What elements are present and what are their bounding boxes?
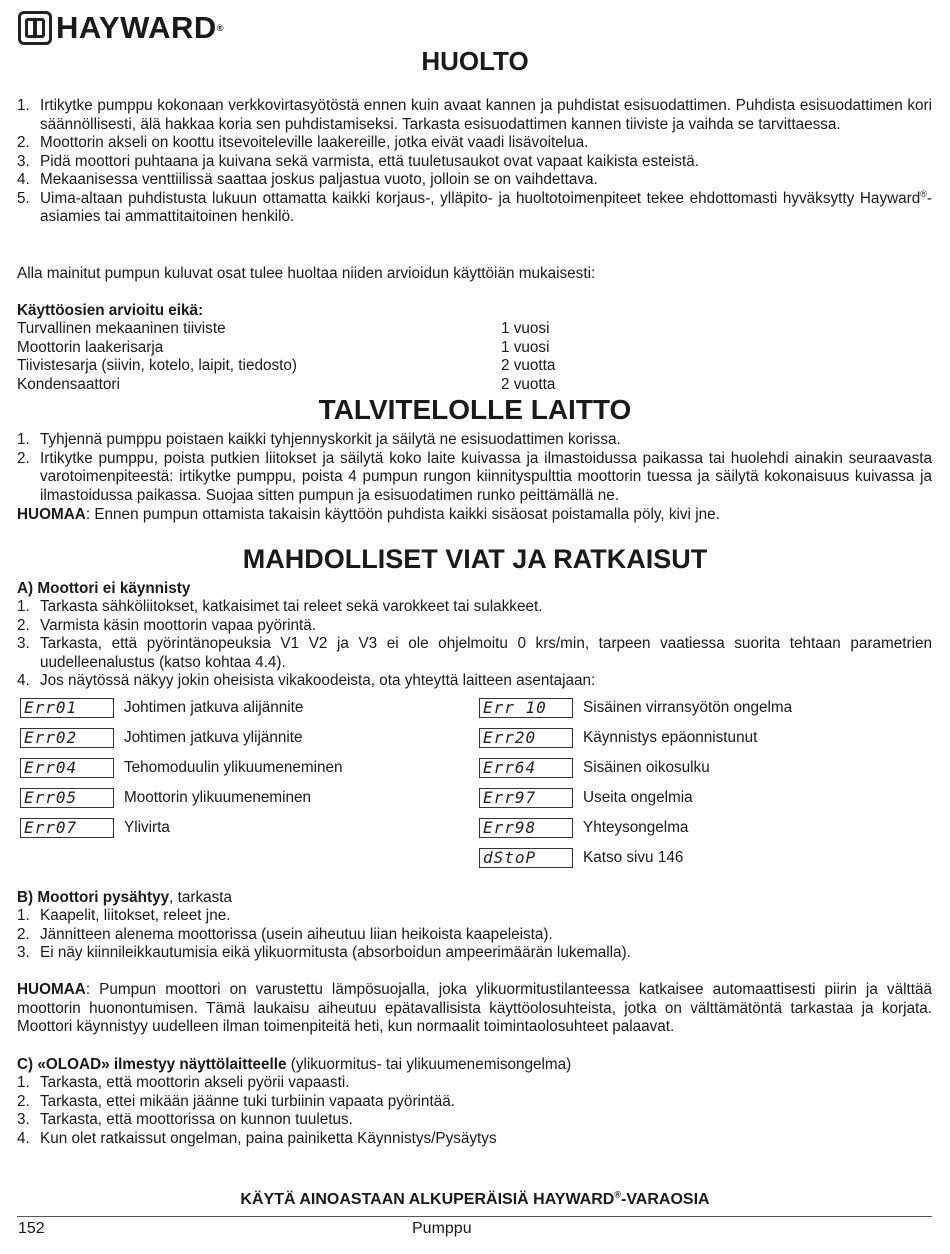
section-title-viat: MAHDOLLISET VIAT JA RATKAISUT xyxy=(242,544,708,574)
list-item: 2. Moottorin akseli on koottu itsevoiteleville laakereille, jotka eivät vaadi lisävoitelua. xyxy=(17,134,589,151)
section-a-list xyxy=(17,598,932,691)
error-code-row: Err02 Johtimen jatkuva ylijännite xyxy=(20,723,343,753)
page-number: 152 xyxy=(18,1220,45,1237)
list-item: 4. Kun olet ratkaissut ongelman, paina painiketta Käynnistys/Pysäytys xyxy=(17,1129,497,1147)
list-item: 5. Uima-altaan puhdistusta lukuun ottamatta kaikki korjaus-, ylläpito- ja huoltotoimenpiteet tekee ehdottomasti hyväksytty Hayward®-asiamies tai ammattitaitoinen henkilö. xyxy=(17,188,932,225)
error-code-row: Err20 Käynnistys epäonnistunut xyxy=(479,723,792,753)
list-item: 2. Varmista käsin moottorin vapaa pyörintä. xyxy=(17,616,317,634)
error-code-row: Err97 Useita ongelmia xyxy=(479,783,792,813)
footer-title: KÄYTÄ AINOASTAAN ALKUPERÄISIÄ HAYWARD®-VARAOSIA xyxy=(240,1189,710,1208)
list-item: 1. Kaapelit, liitokset, releet jne. xyxy=(17,907,231,924)
lcd-code: Err05 xyxy=(20,788,114,808)
lcd-code: Err04 xyxy=(20,758,114,778)
winter-list xyxy=(17,431,932,505)
section-c-list xyxy=(17,1074,932,1148)
section-a-heading: A) Moottori ei käynnisty xyxy=(17,580,191,597)
lcd-code: Err02 xyxy=(20,728,114,748)
list-item: 2. Irtikytke pumppu, poista putkien liitokset ja säilytä koko laite kuivassa ja ilmastoidussa paikassa tai huolehdi ainakin seuraavasta varotoimenpiteestä: irtikytke pumppu, poista 4 pumpun rungon kiinnityspulttia moottorin tuessa ja säilytä kokonaisuus kuivassa ja ilmastoidussa paikassa. Suojaa sitten pumpun ja esisuodatimen runko peittämällä ne. xyxy=(17,449,932,504)
lcd-code: Err 10 xyxy=(479,698,573,718)
hayward-logo-icon xyxy=(18,11,52,45)
list-item: 4. Jos näytössä näkyy jokin oheisista vikakoodeista, ota yhteyttä laitteen asentajaan: xyxy=(17,672,596,689)
life-row: Moottorin laakerisarja 1 vuosi xyxy=(17,339,550,356)
list-item: 1. Tarkasta, että moottorin akseli pyörii vapaasti. xyxy=(17,1074,350,1091)
lcd-code: Err97 xyxy=(479,788,573,808)
page-name: Pumppu xyxy=(412,1220,472,1237)
life-row: Tiivistesarja (siivin, kotelo, laipit, tiedosto) 2 vuotta xyxy=(17,357,556,374)
list-item: 4. Mekaanisessa venttiilissä saattaa joskus paljastua vuoto, jolloin se on vaihdettava. xyxy=(17,171,598,188)
list-item: 3. Tarkasta, että moottorissa on kunnon tuuletus. xyxy=(17,1111,353,1128)
list-item: 1. Irtikytke pumppu kokonaan verkkovirtasyötöstä ennen kuin avaat kannen ja puhdistat esisuodattimen. Puhdista esisuodattimen kori säännöllisesti, älä hakkaa koria sen puhdistamiseksi. Tarkasta esisuodattimen kannen tiiviste ja vaihda se tarvittaessa. xyxy=(17,97,932,133)
error-code-row: Err04 Tehomoduulin ylikuumeneminen xyxy=(20,753,343,783)
error-codes-left xyxy=(20,693,343,843)
section-b-heading: B) Moottori pysähtyy, tarkasta xyxy=(17,889,233,906)
life-row: Turvallinen mekaaninen tiiviste 1 vuosi xyxy=(17,320,550,337)
error-code-row: Err64 Sisäinen oikosulku xyxy=(479,753,792,783)
lcd-code: Err01 xyxy=(20,698,114,718)
life-row: Kondensaattori 2 vuotta xyxy=(17,376,556,393)
error-code-row: Err05 Moottorin ylikuumeneminen xyxy=(20,783,343,813)
error-code-row: Err 10 Sisäinen virransyötön ongelma xyxy=(479,693,792,723)
list-item: 1. Tarkasta sähköliitokset, katkaisimet tai releet sekä varokkeet tai sulakkeet. xyxy=(17,598,543,615)
error-codes-right xyxy=(479,693,792,873)
list-item: 3. Ei näy kiinnileikkautumisia eikä ylikuormitusta (absorboidun ampeerimäärän lukemalla). xyxy=(17,944,631,961)
error-code-row: Err01 Johtimen jatkuva alijännite xyxy=(20,693,343,723)
section-c-heading: C) «OLOAD» ilmestyy näyttölaitteelle (ylikuormitus- tai ylikuumenemisongelma) xyxy=(17,1056,572,1073)
list-item: 1. Tyhjennä pumppu poistaen kaikki tyhjennyskorkit ja säilytä ne esisuodattimen korissa. xyxy=(17,431,621,448)
list-item: 3. Pidä moottori puhtaana ja kuivana sekä varmista, että tuuletusaukot ovat vapaat kaikista esteistä. xyxy=(17,152,699,170)
lcd-code: Err98 xyxy=(479,818,573,838)
logo-text: HAYWARD® xyxy=(56,9,224,45)
list-item: 3. Tarkasta, että pyörintänopeuksia V1 V2 ja V3 ei ole ohjelmoitu 0 krs/min, tarpeen vaatiessa suorita tehtaan parametrien uudelleenalustus (katso kohtaa 4.4). xyxy=(17,635,932,671)
lcd-code: Err20 xyxy=(479,728,573,748)
winter-note: HUOMAA: Ennen pumpun ottamista takaisin käyttöön puhdista kaikki sisäosat poistamalla pöly, kivi jne. xyxy=(17,506,720,523)
life-heading: Käyttöosien arvioitu eikä: xyxy=(17,302,204,319)
maintenance-list xyxy=(17,97,932,227)
section-b-note: HUOMAA: Pumpun moottori on varustettu lämpösuojalla, joka ylikuormitustilanteessa katkaisee automaattisesti piirin ja välttää moottorin huonontumisen. Tämä laukaisu aiheutuu epätavallisista käyttöolosuhteista, jotka on välttämätöntä tarkastaa ja korjata. Moottori käynnistyy uudelleen ilman toimenpiteitä heti, kun normaalit toimintaolosuhteet palaavat. xyxy=(17,981,932,1035)
hayward-logo xyxy=(18,10,224,46)
section-title-huolto: HUOLTO xyxy=(421,46,529,76)
wear-intro: Alla mainitut pumpun kuluvat osat tulee huoltaa niiden arvioidun käyttöiän mukaisesti: xyxy=(17,265,596,282)
error-code-row: dStoP Katso sivu 146 xyxy=(479,843,792,873)
lcd-code: Err64 xyxy=(479,758,573,778)
error-code-row: Err98 Yhteysongelma xyxy=(479,813,792,843)
footer-divider xyxy=(17,1216,932,1217)
section-title-talvi: TALVITELOLLE LAITTO xyxy=(318,394,632,425)
lcd-code: Err07 xyxy=(20,818,114,838)
list-item: 2. Tarkasta, ettei mikään jäänne tuki turbiinin vapaata pyörintää. xyxy=(17,1092,455,1110)
lcd-code: dStoP xyxy=(479,848,573,868)
list-item: 2. Jännitteen alenema moottorissa (usein aiheutuu liian heikoista kaapeleista). xyxy=(17,925,553,943)
section-b-list xyxy=(17,907,932,963)
error-code-row: Err07 Ylivirta xyxy=(20,813,343,843)
